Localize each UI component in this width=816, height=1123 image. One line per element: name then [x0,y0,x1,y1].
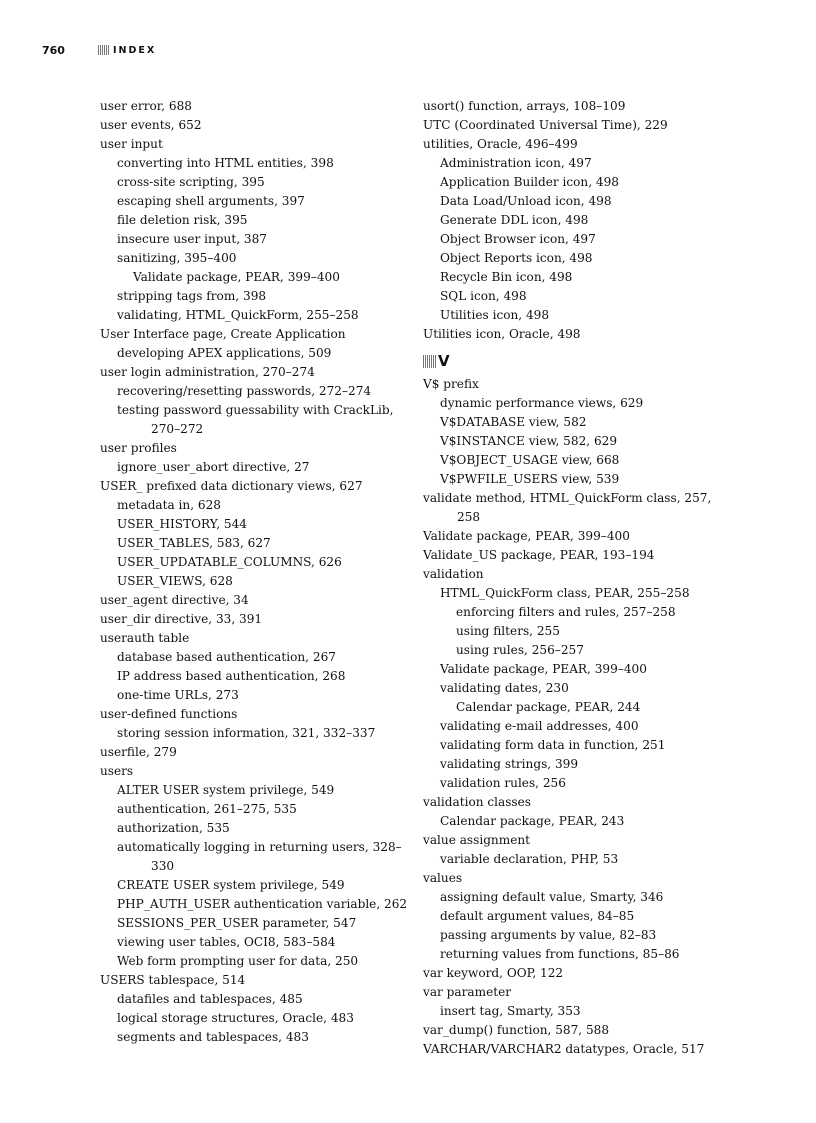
index-entry [423,192,728,211]
index-entry-text: User Interface page, Create Application [100,327,346,341]
index-entry-continuation: 328–330 [151,840,402,873]
index-entry-text: Validate package, PEAR, 399–400 [440,662,647,676]
index-entry [100,1028,410,1047]
index-entry-text: insecure user input, 387 [117,232,267,246]
index-entry [100,477,410,496]
index-entry [423,869,728,888]
index-entry [100,971,410,990]
index-entry [100,819,410,838]
index-entry [423,173,728,192]
index-entry [100,401,410,439]
index-entry [423,306,728,325]
index-entry [423,850,728,869]
index-entry [100,895,410,914]
index-entry-text: Utilities icon, 498 [440,308,550,322]
index-entry-text: Validate_US package, PEAR, 193–194 [423,548,655,562]
index-entry [100,705,410,724]
index-entry [423,97,728,116]
index-entry-text: usort() function, arrays, 108–109 [423,99,626,113]
index-entry [423,774,728,793]
index-entry-text: Validate package, PEAR, 399–400 [133,270,340,284]
index-entry [100,363,410,382]
index-entry [100,344,410,363]
index-entry-text: segments and tablespaces, 483 [117,1030,309,1044]
index-entry [423,679,728,698]
index-entry [423,135,728,154]
index-entry [423,375,728,394]
index-entry [423,432,728,451]
index-entry [423,983,728,1002]
index-entry-text: var keyword, OOP, 122 [423,966,564,980]
index-entry-text: values [423,871,463,885]
right-column-entries-u [423,97,728,344]
right-column-entries-v [423,375,728,1059]
index-entry-text: USER_HISTORY, 544 [117,517,247,531]
index-entry [423,641,728,660]
index-entry-text: Recycle Bin icon, 498 [440,270,573,284]
index-entry-text: converting into HTML entities, 398 [117,156,334,170]
index-entry-text: using filters, 255 [456,624,560,638]
index-entry-text: validating dates, 230 [440,681,569,695]
index-entry [100,648,410,667]
index-entry-text: validating form data in function, 251 [440,738,666,752]
left-column [100,97,410,1047]
index-entry [100,990,410,1009]
index-entry [100,230,410,249]
index-entry-text: developing APEX applications, 509 [117,346,332,360]
index-entry-text: user events, 652 [100,118,202,132]
index-entry-text: logical storage structures, Oracle, 483 [117,1011,354,1025]
index-entry-text: IP address based authentication, 268 [117,669,346,683]
index-entry-text: user-defined functions [100,707,238,721]
index-entry [100,952,410,971]
index-entry-text: Validate package, PEAR, 399–400 [423,529,630,543]
page-header [42,42,156,58]
index-entry [100,686,410,705]
index-entry [423,489,728,527]
index-entry-text: user_agent directive, 34 [100,593,249,607]
index-entry-text: metadata in, 628 [117,498,221,512]
index-entry-text: value assignment [423,833,530,847]
index-entry-text: insert tag, Smarty, 353 [440,1004,581,1018]
index-entry-text: sanitizing, 395–400 [117,251,237,265]
index-entry-text: recovering/resetting passwords, 272–274 [117,384,372,398]
index-entry [423,831,728,850]
index-entry-text: dynamic performance views, 629 [440,396,644,410]
index-entry [100,382,410,401]
hatch-ornament-icon [98,45,110,55]
index-entry-text: USERS tablespace, 514 [100,973,246,987]
index-entry [423,154,728,173]
index-entry-text: variable declaration, PHP, 53 [440,852,619,866]
index-entry [100,572,410,591]
index-entry-text: SESSIONS_PER_USER parameter, 547 [117,916,357,930]
index-entry-continuation: 258 [457,510,481,524]
index-entry [100,800,410,819]
index-entry [100,515,410,534]
index-entry-text: validation [423,567,484,581]
index-entry-text: datafiles and tablespaces, 485 [117,992,303,1006]
index-entry-text: passing arguments by value, 82–83 [440,928,657,942]
index-entry-text: user profiles [100,441,177,455]
index-entry [423,1040,728,1059]
index-entry-text: Object Browser icon, 497 [440,232,596,246]
index-entry [100,876,410,895]
index-entry [423,211,728,230]
index-entry-text: HTML_QuickForm class, PEAR, 255–258 [440,586,690,600]
index-entry [423,230,728,249]
index-entry [100,743,410,762]
index-entry-text: default argument values, 84–85 [440,909,635,923]
index-entry-text: USER_UPDATABLE_COLUMNS, 626 [117,555,342,569]
index-entry [423,249,728,268]
index-entry-text: VARCHAR/VARCHAR2 datatypes, Oracle, 517 [423,1042,705,1056]
index-entry-text: validation rules, 256 [440,776,566,790]
index-entry [423,698,728,717]
index-entry-text: V$PWFILE_USERS view, 539 [440,472,620,486]
index-entry [100,610,410,629]
index-entry-text: CREATE USER system privilege, 549 [117,878,345,892]
section-hatch-icon [423,355,436,368]
index-entry-text: SQL icon, 498 [440,289,527,303]
index-entry-text: ALTER USER system privilege, 549 [117,783,335,797]
index-entry [100,933,410,952]
index-entry [100,439,410,458]
index-entry [423,945,728,964]
index-entry-text: Object Reports icon, 498 [440,251,593,265]
index-entry [100,553,410,572]
running-head: INDEX [113,44,157,56]
index-entry [100,534,410,553]
index-entry [100,496,410,515]
index-entry-text: USER_TABLES, 583, 627 [117,536,271,550]
index-entry-continuation: 270–272 [151,422,204,436]
index-entry [423,413,728,432]
index-entry-text: var parameter [423,985,512,999]
index-entry-text: validating strings, 399 [440,757,579,771]
index-entry-text: user login administration, 270–274 [100,365,315,379]
index-entry [100,249,410,268]
index-entry [423,527,728,546]
index-entry [423,964,728,983]
index-entry-text: returning values from functions, 85–86 [440,947,680,961]
index-entry-text: automatically logging in returning users, [117,840,369,854]
index-entry [423,603,728,622]
index-entry-text: PHP_AUTH_USER authentication [117,897,323,911]
index-entry-text: validating, HTML_QuickForm, 255–258 [117,308,359,322]
index-entry-text: USER_VIEWS, 628 [117,574,233,588]
index-entry [100,1009,410,1028]
index-entry-text: viewing user tables, OCI8, 583–584 [117,935,336,949]
index-entry-text: stripping tags from, 398 [117,289,267,303]
index-entry [423,793,728,812]
index-entry-text: V$DATABASE view, 582 [440,415,587,429]
index-entry [423,717,728,736]
index-entry-text: validation classes [423,795,531,809]
index-entry-text: validating e-mail addresses, 400 [440,719,639,733]
index-entry [423,268,728,287]
index-entry [423,888,728,907]
index-entry [423,325,728,344]
index-entry [423,451,728,470]
page-number: 760 [42,43,65,57]
index-entry-text: testing password guessability with CrackLib, [117,403,394,417]
index-entry [100,762,410,781]
index-entry-text: V$OBJECT_USAGE view, 668 [440,453,620,467]
index-entry-text: userfile, 279 [100,745,177,759]
index-entry-text: validate method, HTML_QuickForm class, 257, [423,491,712,505]
index-entry-text: escaping shell arguments, 397 [117,194,305,208]
index-entry [100,838,410,876]
index-entry [100,781,410,800]
index-entry-text: Application Builder icon, 498 [440,175,619,189]
right-column [423,97,728,1059]
index-entry-text: database based authentication, 267 [117,650,336,664]
index-entry-text: file deletion risk, 395 [117,213,248,227]
index-entry-text: Web form prompting user for data, 250 [117,954,359,968]
index-entry [100,629,410,648]
index-entry [423,907,728,926]
index-entry [100,268,410,287]
index-entry [423,736,728,755]
index-entry [100,306,410,325]
index-entry [100,173,410,192]
index-entry [100,135,410,154]
index-entry-text: UTC (Coordinated Universal Time), 229 [423,118,668,132]
index-entry [423,755,728,774]
index-entry-text: utilities, Oracle, 496–499 [423,137,578,151]
index-entry [100,116,410,135]
section-letter: V [438,352,450,370]
index-entry-text: users [100,764,134,778]
index-entry [100,154,410,173]
index-entry-text: user input [100,137,163,151]
index-entry [423,394,728,413]
index-entry [100,192,410,211]
index-entry [100,211,410,230]
index-entry-text: storing session information, 321, 332–337 [117,726,376,740]
index-entry-text: assigning default value, Smarty, 346 [440,890,664,904]
index-entry-text: using rules, 256–257 [456,643,584,657]
index-entry-text: enforcing filters and rules, 257–258 [456,605,676,619]
section-heading-v [423,350,728,372]
index-entry-text: Utilities icon, Oracle, 498 [423,327,581,341]
index-entry-text: V$ prefix [423,377,479,391]
index-entry [423,287,728,306]
index-entry [423,546,728,565]
index-entry-text: USER_ prefixed data dictionary views, 627 [100,479,363,493]
index-entry [423,926,728,945]
index-entry-text: authorization, 535 [117,821,230,835]
index-entry-text: authentication, 261–275, 535 [117,802,297,816]
index-entry [423,1021,728,1040]
index-entry [100,914,410,933]
index-entry-text: V$INSTANCE view, 582, 629 [440,434,618,448]
index-entry-continuation: variable, 262 [326,897,408,911]
index-entry-text: Administration icon, 497 [440,156,592,170]
index-entry-text: Calendar package, PEAR, 244 [456,700,641,714]
index-entry-text: cross-site scripting, 395 [117,175,265,189]
index-entry [100,287,410,306]
index-entry-text: one-time URLs, 273 [117,688,239,702]
index-entry-text: var_dump() function, 587, 588 [423,1023,610,1037]
index-entry-text: user_dir directive, 33, 391 [100,612,263,626]
index-entry-text: user error, 688 [100,99,193,113]
index-entry [100,97,410,116]
index-entry [100,458,410,477]
index-entry [423,565,728,584]
index-entry [423,470,728,489]
index-entry-text: Calendar package, PEAR, 243 [440,814,625,828]
index-entry [423,812,728,831]
index-entry [423,116,728,135]
index-entry [423,584,728,603]
index-entry [100,667,410,686]
index-entry [423,1002,728,1021]
index-entry [423,660,728,679]
index-entry-text: Data Load/Unload icon, 498 [440,194,612,208]
index-entry-text: Generate DDL icon, 498 [440,213,589,227]
index-entry [100,325,410,344]
index-entry-text: userauth table [100,631,190,645]
index-entry [100,724,410,743]
index-entry-text: ignore_user_abort directive, 27 [117,460,310,474]
index-entry [423,622,728,641]
index-entry [100,591,410,610]
